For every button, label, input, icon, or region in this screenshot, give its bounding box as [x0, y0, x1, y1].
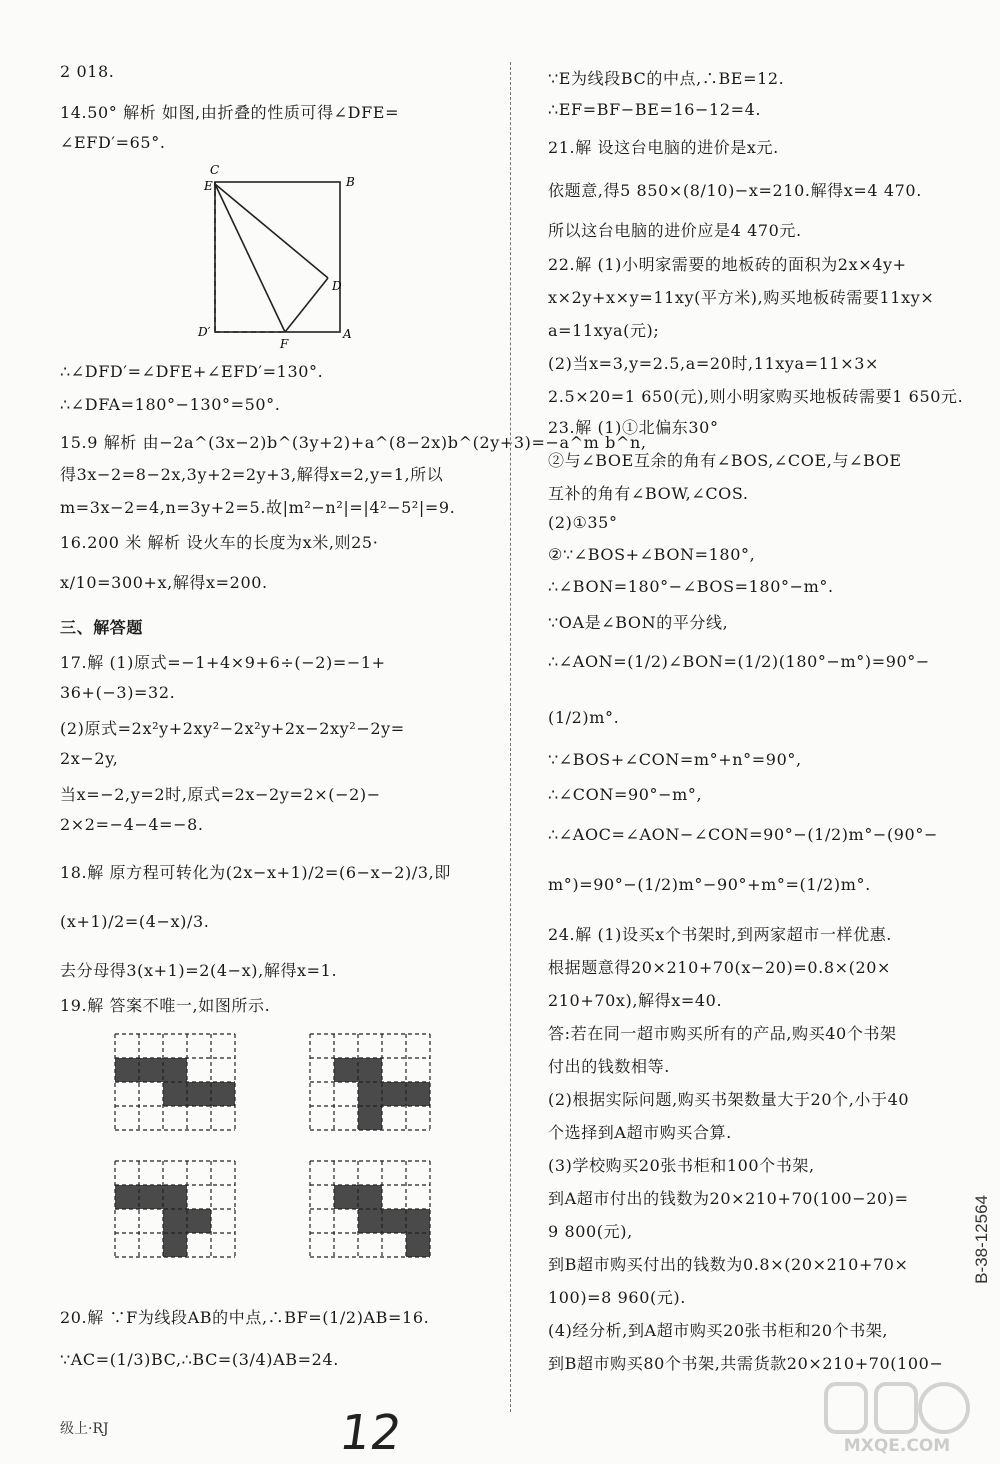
text-line: ∴∠BON=180°−∠BOS=180°−m°.	[548, 577, 834, 596]
text-line: 答:若在同一超市购买所有的产品,购买40个书架	[548, 1024, 897, 1043]
text-line: (2)根据实际问题,购买书架数量大于20个,小于40	[548, 1090, 910, 1109]
text-line: 19.解 答案不唯一,如图所示.	[60, 996, 271, 1015]
text-line: 18.解 原方程可转化为(2x−x+1)/2=(6−x−2)/3,即	[60, 863, 451, 882]
text-line: 9 800(元),	[548, 1222, 633, 1241]
text-line: ∴∠AOC=∠AON−∠CON=90°−(1/2)m°−(90°−	[548, 825, 938, 844]
text-line: x×2y+x×y=11xy(平方米),购买地板砖需要11xy×	[548, 288, 935, 307]
label-f: F	[280, 337, 289, 351]
text-line: 22.解 (1)小明家需要的地板砖的面积为2x×4y+	[548, 255, 907, 274]
text-line: ∵AC=(1/3)BC,∴BC=(3/4)AB=24.	[60, 1350, 339, 1369]
shaded-cell	[115, 1058, 139, 1082]
shaded-cell	[187, 1082, 211, 1106]
shaded-cell	[358, 1209, 382, 1233]
text-line: ∴∠CON=90°−m°,	[548, 785, 703, 804]
label-d-prime: D′	[198, 325, 211, 339]
text-line: 个选择到A超市购买合算.	[548, 1123, 732, 1142]
shaded-cell	[163, 1082, 187, 1106]
text-line: 36+(−3)=32.	[60, 683, 176, 702]
text-line: 到B超市购买付出的钱数为0.8×(20×210+70×	[548, 1255, 909, 1274]
text-line: 依题意,得5 850×(8/10)−x=210.解得x=4 470.	[548, 181, 922, 200]
shaded-cell	[163, 1185, 187, 1209]
grid-figure-4	[300, 1155, 450, 1275]
label-b: B	[346, 175, 355, 189]
text-line: ∵OA是∠BON的平分线,	[548, 613, 729, 632]
shaded-cell	[406, 1209, 430, 1233]
label-d: D	[332, 279, 342, 293]
shaded-cell	[358, 1058, 382, 1082]
shaded-cell	[406, 1233, 430, 1257]
text-line: (3)学校购买20张书柜和100个书架,	[548, 1156, 815, 1175]
watermark-text: MXQE.COM	[843, 1436, 951, 1456]
text-line: 21.解 设这台电脑的进价是x元.	[548, 138, 779, 157]
text-line: ②∵∠BOS+∠BON=180°,	[548, 545, 756, 564]
text-line: 2 018.	[60, 62, 115, 81]
text-line: 付出的钱数相等.	[548, 1057, 670, 1076]
text-line: ∴∠DFD′=∠DFE+∠EFD′=130°.	[60, 362, 324, 381]
shaded-cell	[139, 1185, 163, 1209]
text-line: m=3x−2=4,n=3y+2=5.故|m²−n²|=|4²−5²|=9.	[60, 498, 456, 517]
grid-figure-1	[105, 1028, 255, 1148]
shaded-cell	[358, 1082, 382, 1106]
text-line: (2)当x=3,y=2.5,a=20时,11xya=11×3×	[548, 354, 880, 373]
shaded-cell	[187, 1209, 211, 1233]
shaded-cell	[382, 1209, 406, 1233]
grid-figure-2	[300, 1028, 450, 1148]
text-line: 2.5×20=1 650(元),则小明家购买地板砖需要1 650元.	[548, 387, 964, 406]
column-divider	[510, 62, 511, 1412]
side-code: B-38-12564	[972, 1195, 991, 1284]
text-line: ∠EFD′=65°.	[60, 133, 166, 152]
label-a: A	[343, 327, 352, 341]
text-line: ∵∠BOS+∠CON=m°+n°=90°,	[548, 750, 802, 769]
folding-figure	[200, 160, 400, 350]
text-line: 16.200 米 解析 设火车的长度为x米,则25·	[60, 533, 379, 552]
text-line: 到B超市购买80个书架,共需货款20×210+70(100−	[548, 1354, 944, 1373]
page-number: 12	[336, 1405, 406, 1461]
text-line: 到A超市付出的钱数为20×210+70(100−20)=	[548, 1189, 909, 1208]
text-line: 2x−2y,	[60, 749, 119, 768]
shaded-cell	[406, 1082, 430, 1106]
grid-figure-3	[105, 1155, 255, 1275]
text-line: 100)=8 960(元).	[548, 1288, 686, 1307]
shaded-cell	[139, 1058, 163, 1082]
text-line: 去分母得3(x+1)=2(4−x),解得x=1.	[60, 961, 338, 980]
watermark-icon	[822, 1380, 972, 1438]
text-line: (2)原式=2x²y+2xy²−2x²y+2x−2xy²−2y=	[60, 719, 405, 738]
label-c: C	[210, 163, 220, 177]
shaded-cell	[163, 1233, 187, 1257]
text-line: m°)=90°−(1/2)m°−90°+m°=(1/2)m°.	[548, 875, 871, 894]
text-line: 2×2=−4−4=−8.	[60, 815, 204, 834]
text-line: ∴EF=BF−BE=16−12=4.	[548, 100, 762, 119]
text-line: ∴∠DFA=180°−130°=50°.	[60, 395, 281, 414]
text-line: 互补的角有∠BOW,∠COS.	[548, 484, 749, 503]
watermark-logo	[822, 1380, 972, 1460]
text-line: 所以这台电脑的进价应是4 470元.	[548, 221, 802, 240]
text-line: 14.50° 解析 如图,由折叠的性质可得∠DFE=	[60, 103, 400, 122]
shaded-cell	[163, 1209, 187, 1233]
text-line: x/10=300+x,解得x=200.	[60, 573, 268, 592]
shaded-cell	[334, 1185, 358, 1209]
text-line: (1/2)m°.	[548, 708, 620, 727]
text-line: 得3x−2=8−2x,3y+2=2y+3,解得x=2,y=1,所以	[60, 465, 444, 484]
text-line: ②与∠BOE互余的角有∠BOS,∠COE,与∠BOE	[548, 451, 902, 470]
shaded-cell	[334, 1058, 358, 1082]
text-line: (2)①35°	[548, 513, 618, 532]
shaded-cell	[211, 1082, 235, 1106]
shaded-cell	[358, 1185, 382, 1209]
shaded-cell	[358, 1106, 382, 1130]
text-line: ∵E为线段BC的中点,∴BE=12.	[548, 69, 785, 88]
text-line: 24.解 (1)设买x个书架时,到两家超市一样优惠.	[548, 925, 892, 944]
text-line: (4)经分析,到A超市购买20张书柜和20个书架,	[548, 1321, 889, 1340]
text-line: (x+1)/2=(4−x)/3.	[60, 912, 210, 931]
label-e: E	[204, 179, 213, 193]
text-line: 当x=−2,y=2时,原式=2x−2y=2×(−2)−	[60, 785, 381, 804]
text-line: 20.解 ∵F为线段AB的中点,∴BF=(1/2)AB=16.	[60, 1308, 430, 1327]
footer-label: 级上·RJ	[60, 1421, 109, 1437]
text-line: 210+70x),解得x=40.	[548, 991, 723, 1010]
shaded-cell	[115, 1185, 139, 1209]
text-line: a=11xya(元);	[548, 321, 660, 340]
text-line: 23.解 (1)①北偏东30°	[548, 418, 719, 437]
text-line: 15.9 解析 由−2a^(3x−2)b^(3y+2)+a^(8−2x)b^(2y+3)=−a^m b^n,	[60, 433, 647, 452]
text-line: 17.解 (1)原式=−1+4×9+6÷(−2)=−1+	[60, 653, 386, 672]
section-heading: 三、解答题	[60, 618, 144, 637]
shaded-cell	[163, 1058, 187, 1082]
text-line: ∴∠AON=(1/2)∠BON=(1/2)(180°−m°)=90°−	[548, 652, 930, 671]
shaded-cell	[382, 1082, 406, 1106]
text-line: 根据题意得20×210+70(x−20)=0.8×(20×	[548, 958, 892, 977]
